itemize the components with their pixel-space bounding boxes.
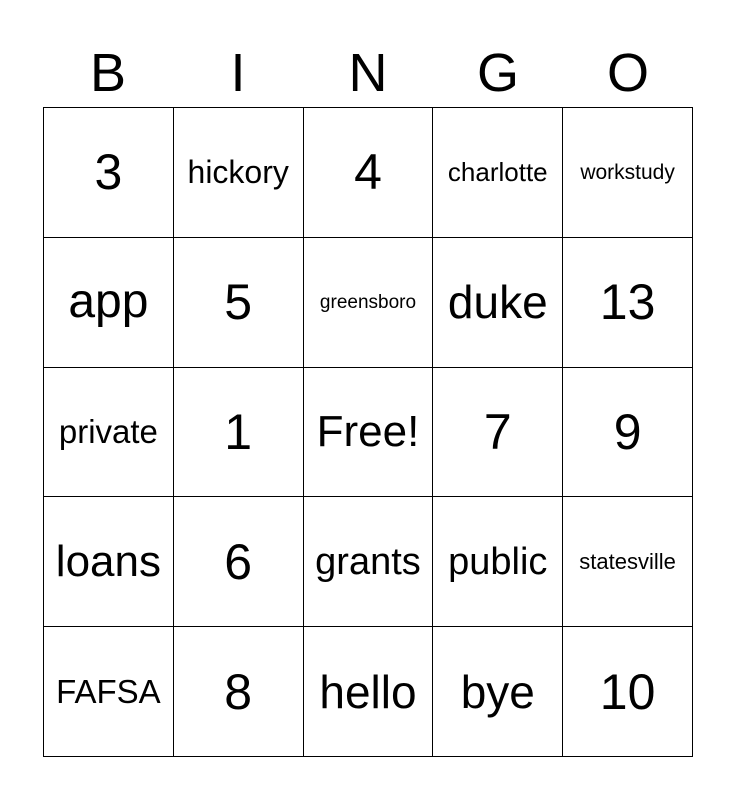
bingo-cell[interactable]: charlotte bbox=[433, 108, 563, 238]
bingo-cell[interactable]: 10 bbox=[563, 627, 693, 757]
bingo-cell[interactable]: 7 bbox=[433, 368, 563, 498]
bingo-cell[interactable]: 9 bbox=[563, 368, 693, 498]
bingo-cell[interactable]: hello bbox=[304, 627, 434, 757]
header-letter-b: B bbox=[89, 43, 127, 103]
bingo-cell[interactable]: 4 bbox=[304, 108, 434, 238]
bingo-cell[interactable]: 6 bbox=[174, 497, 304, 627]
bingo-cell[interactable]: grants bbox=[304, 497, 434, 627]
bingo-cell[interactable]: 5 bbox=[174, 238, 304, 368]
bingo-header bbox=[43, 40, 693, 106]
header-letter-i: I bbox=[230, 43, 246, 103]
bingo-cell[interactable]: statesville bbox=[563, 497, 693, 627]
bingo-cell[interactable]: hickory bbox=[174, 108, 304, 238]
bingo-cell[interactable]: bye bbox=[433, 627, 563, 757]
bingo-cell[interactable]: loans bbox=[44, 497, 174, 627]
bingo-cell[interactable]: 8 bbox=[174, 627, 304, 757]
bingo-cell[interactable]: 1 bbox=[174, 368, 304, 498]
bingo-cell[interactable]: workstudy bbox=[563, 108, 693, 238]
bingo-cell[interactable]: private bbox=[44, 368, 174, 498]
bingo-cell[interactable]: FAFSA bbox=[44, 627, 174, 757]
bingo-cell[interactable]: 3 bbox=[44, 108, 174, 238]
free-space-cell[interactable]: Free! bbox=[304, 368, 434, 498]
bingo-cell[interactable]: duke bbox=[433, 238, 563, 368]
header-letter-o: O bbox=[606, 43, 649, 103]
bingo-cell[interactable]: greensboro bbox=[304, 238, 434, 368]
bingo-cell[interactable]: public bbox=[433, 497, 563, 627]
header-letter-g: G bbox=[476, 43, 519, 103]
bingo-cell[interactable]: app bbox=[44, 238, 174, 368]
header-letter-n: N bbox=[348, 43, 388, 103]
bingo-cell[interactable]: 13 bbox=[563, 238, 693, 368]
bingo-card-grid bbox=[43, 107, 693, 757]
